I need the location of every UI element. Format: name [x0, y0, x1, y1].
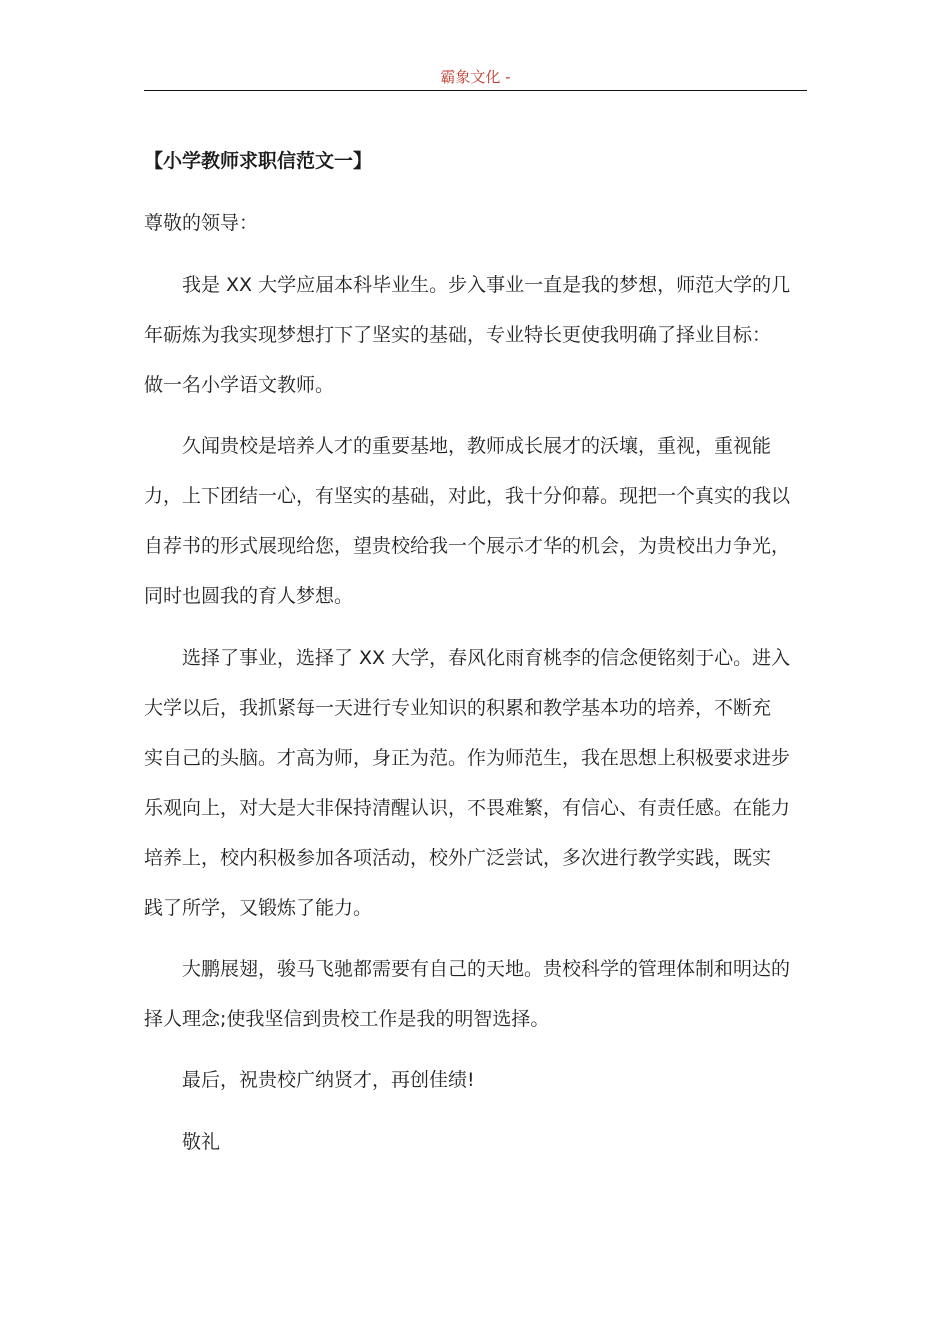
header-brand: 霸象文化 - [440, 68, 511, 86]
header-divider [144, 90, 807, 91]
paragraph-line: 自荐书的形式展现给您，望贵校给我一个展示才华的机会，为贵校出力争光， [144, 535, 791, 557]
paragraph-line: 做一名小学语文教师。 [144, 374, 335, 396]
closing-salute [144, 1117, 807, 1167]
paragraph-line: 乐观向上，对大是大非保持清醒认识，不畏难繁，有信心、有责任感。在能力 [144, 797, 791, 819]
paragraph-line: 我是 XX 大学应届本科毕业生。步入事业一直是我的梦想，师范大学的几 [182, 274, 791, 296]
paragraph-3 [144, 633, 807, 933]
paragraph-line: 敬礼 [182, 1131, 221, 1153]
paragraph-line: 大鹏展翅，骏马飞驰都需要有自己的天地。贵校科学的管理体制和明达的 [182, 958, 791, 980]
paragraph-line: 最后，祝贵校广纳贤才，再创佳绩! [182, 1069, 475, 1091]
letter-title: 【小学教师求职信范文一】 [144, 150, 373, 172]
paragraph-2 [144, 421, 807, 621]
letter-salutation: 尊敬的领导： [144, 212, 259, 234]
paragraph-1 [144, 260, 807, 410]
paragraph-line: 实自己的头脑。才高为师，身正为范。作为师范生，我在思想上积极要求进步 [144, 747, 791, 769]
paragraph-line: 同时也圆我的育人梦想。 [144, 585, 354, 607]
paragraph-line: 久闻贵校是培养人才的重要基地，教师成长展才的沃壤，重视，重视能 [182, 435, 772, 457]
paragraph-4 [144, 944, 807, 1044]
paragraph-line: 大学以后，我抓紧每一天进行专业知识的积累和教学基本功的培养，不断充 [144, 697, 772, 719]
paragraph-line: 培养上，校内积极参加各项活动，校外广泛尝试，多次进行教学实践，既实 [144, 847, 772, 869]
closing-wish [144, 1055, 807, 1105]
paragraph-line: 年砺炼为我实现梦想打下了坚实的基础，专业特长更使我明确了择业目标： [144, 324, 772, 346]
paragraph-line: 择人理念;使我坚信到贵校工作是我的明智选择。 [144, 1008, 550, 1030]
paragraph-line: 选择了事业，选择了 XX 大学，春风化雨育桃李的信念便铭刻于心。进入 [182, 647, 791, 669]
paragraph-line: 力，上下团结一心，有坚实的基础，对此，我十分仰幕。现把一个真实的我以 [144, 485, 791, 507]
paragraph-line: 践了所学，又锻炼了能力。 [144, 897, 373, 919]
